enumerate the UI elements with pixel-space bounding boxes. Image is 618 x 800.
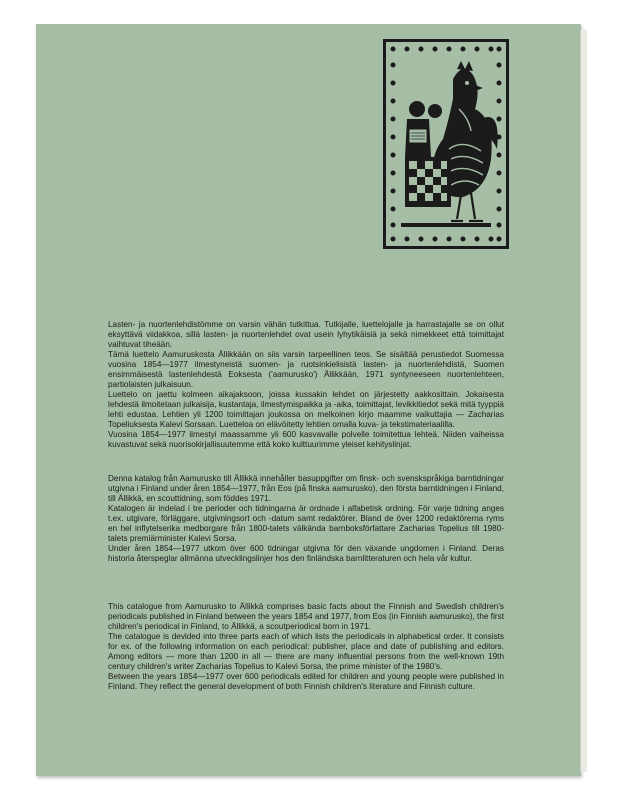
finnish-paragraph: Lasten- ja nuortenlehdistömme on varsin vähän tutkittua. Tutkijalle, luettelojalle ja harrastajalle se on ollut eksyttävä viidakkoa, sillä lasten- ja nuortenlehdet ovat usein lyhytikäisiä ja sekä nimekkeet että toimittajat vaihtuvat tiheään. [108,320,504,349]
swedish-paragraph: Under åren 1854—1977 utkom över 600 tidningar utgivna för den växande ungdomen i Finland. Deras historia återspeglar allmänna utvecklingslinjer hos den finländska barnlitteraturen och hela vår kultur. [108,544,504,563]
back-cover [36,24,581,776]
english-paragraph: This catalogue from Aamurusko to Ällikkä comprises basic facts about the Finnish and Swedish children's periodicals published in Finland between the years 1854 and 1977, from Eos (in Finnish aamurusko), the first children's periodical in Finland, to Ällikkä, a scoutperiodical born in 1971. [108,602,504,631]
english-paragraph: The catalogue is devided into three parts each of which lists the periodicals in alphabetical order. It consists for ex. of the following information on each periodical: publisher, place and date of publishing and editors. Among editors — more than 1200 in all — there are many influential persons from the well-known 19th century children's writer Zacharias Topelius to Kalevi Sorsa, the prime minister of the 1980's. [108,632,504,671]
english-paragraph: Between the years 1854—1977 over 600 periodicals edited for children and young people were published in Finland. They reflect the general development of both Finnish children's literature and Finnish culture. [108,672,504,691]
swedish-paragraph: Katalogen är indelad i tre perioder och tidningarna är ordnade i alfabetisk ordning. För varje tidning anges t.ex. utgivare, förläggare, utgivningsort och -datum samt redaktörer. Bland de över 1200 redaktörerna ryms en hel inflytelserika medborgare från 1800-talets välkända barnboksförfattare Zacharias Topelius till 1980-talets premiärminister Kalevi Sorsa. [108,504,504,543]
swedish-paragraph: Denna katalog från Aamurusko till Ällikkä innehåller basuppgifter om finsk- och svenskspråkiga barntidningar utgivna i Finland under åren 1854—1977, från Eos (på finska aamurusko), den första barntidningen i Finland, till Ällikkä, en scouttidning, som föddes 1971. [108,474,504,503]
page-edge [580,30,587,772]
english-description [108,602,504,692]
finnish-paragraph: Luettelo on jaettu kolmeen aikajaksoon, joissa kussakin lehdet on järjestetty aakkosittain. Jokaisesta lehdestä ilmoitetaan julkaisija, kustantaja, ilmestymispaikka ja -aika, toimittajat, levikkitiedot sekä mitä tyyppiä lehti edustaa. Lehtien yli 1200 toimittajan joukossa on melkoinen kirjo maamme vaikuttajia — Zacharias Topeliuksesta Kalevi Sorsaan. Luetteloa on elävöitetty lehtien omalla kuva- ja tekstimateriaalilla. [108,390,504,429]
rooster-with-children-reading-woodcut-icon [383,39,509,249]
swedish-description [108,474,504,564]
finnish-paragraph: Vuosina 1854—1977 ilmestyi maassamme yli 600 kasvavalle polvelle toimitettua lehteä. Niiden vaiheissa kuvastuvat sekä nuorisokirjallisuutemme että koko kulttuurimme yleiset kehityslinjat. [108,430,504,449]
finnish-description [108,320,504,450]
finnish-paragraph: Tämä luettelo Aamuruskosta Ällikkään on siis varsin tarpeellinen teos. Se sisältää perustiedot Suomessa vuosina 1854—1977 ilmestyneistä suomen- ja ruotsinkielisistä lasten- ja nuortenlehdistä, Suomen ensimmäisestä lastenlehdestä Eoksesta ('aamurusko') Ällikkään, 1971 syntyneeseen nuortenlehteen, partiolaisten julkaisuun. [108,350,504,389]
